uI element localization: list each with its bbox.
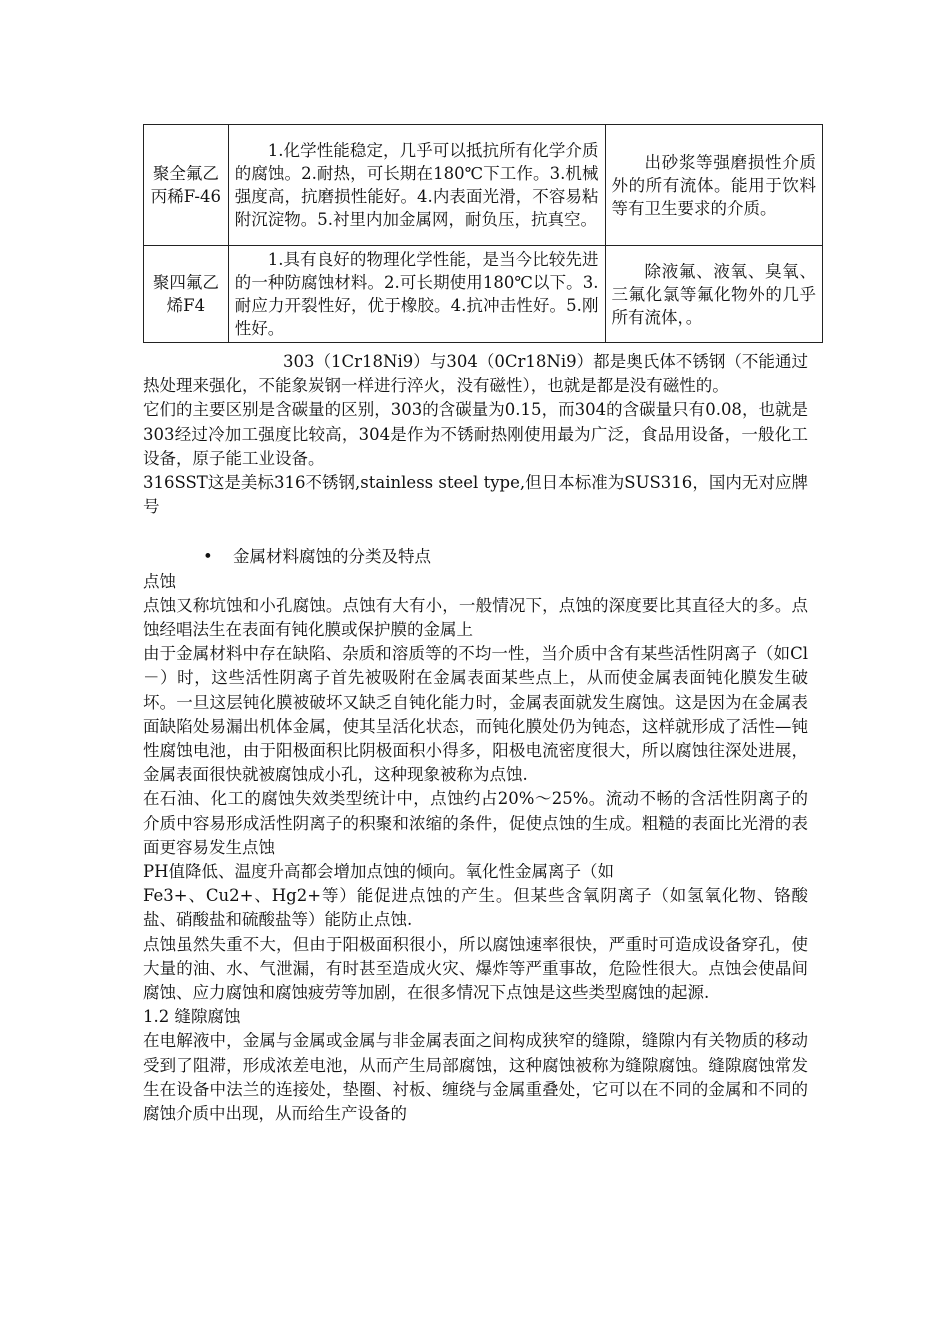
paragraph-pitting-mechanism: 由于金属材料中存在缺陷、杂质和溶质等的不均一性，当介质中含有某些活性阴离子（如Cl－）时，这些活性阴离子首先被吸附在金属表面某些点上，从而使金属表面钝化膜发生破坏。一旦这层钝化膜被破坏又缺乏自钝化能力时，金属表面就发生腐蚀。这是因为在金属表面缺陷处易漏出机体金属，使其呈活化状态，而钝化膜处仍为钝态，这样就形成了活性—钝性腐蚀电池，由于阳极面积比阴极面积小得多，阳极电流密度很大，所以腐蚀往深处进展，金属表面很快就被腐蚀成小孔，这种现象被称为点蚀. [143, 644, 808, 785]
paragraph-crevice-corrosion: 在电解液中，金属与金属或金属与非金属表面之间构成狭窄的缝隙，缝隙内有关物质的移动受到了阻滞，形成浓差电池，从而产生局部腐蚀，这种腐蚀被称为缝隙腐蚀。缝隙腐蚀常发生在设备中法兰的连接处，垫圈、衬板、缠绕与金属重叠处，它可以在不同的金属和不同的腐蚀介质中出现，从而给生产设备的 [143, 1031, 808, 1124]
heading-pitting: 点蚀 [143, 571, 176, 591]
paragraph-316sst: 316SST这是美标316不锈钢,stainless steel type,但日本标准为SUS316，国内无对应牌号 [143, 473, 808, 517]
paragraph-ions: Fe3+、Cu2+、Hg2+等）能促进点蚀的产生。但某些含氧阴离子（如氢氧化物、铬酸盐、硝酸盐和硫酸盐等）能防止点蚀. [143, 886, 808, 930]
material-media-cell: 除液氟、液氧、臭氧、三氟化氯等氟化物外的几乎所有流体，。 [605, 246, 823, 343]
table-row [144, 125, 823, 246]
material-name-cell: 聚全氟乙丙稀F-46 [144, 125, 229, 246]
document-body [143, 350, 808, 1126]
bullet-icon: • [203, 547, 213, 567]
material-media-cell: 出砂浆等强磨损性介质外的所有流体。能用于饮料等有卫生要求的介质。 [605, 125, 823, 246]
paragraph-carbon-content: 它们的主要区别是含碳量的区别，303的含碳量为0.15，而304的含碳量只有0.08，也就是303经过冷加工强度比较高，304是作为不锈耐热刚使用最为广泛，食品用设备，一般化工设备，原子能工业设备。 [143, 400, 808, 468]
paragraph-pitting-hazard: 点蚀虽然失重不大，但由于阳极面积很小，所以腐蚀速率很快，严重时可造成设备穿孔，使大量的油、水、气泄漏，有时甚至造成火灾、爆炸等严重事故，危险性很大。点蚀会使晶间腐蚀、应力腐蚀和腐蚀疲劳等加剧，在很多情况下点蚀是这些类型腐蚀的起源. [143, 934, 808, 1003]
material-properties-cell: 1.具有良好的物理化学性能，是当今比较先进的一种防腐蚀材料。2.可长期使用180℃以下。3.耐应力开裂性好，优于橡胶。4.抗冲击性好。5.刚性好。 [228, 246, 605, 343]
material-name-cell: 聚四氟乙烯F4 [144, 246, 229, 343]
table-row [144, 246, 823, 343]
material-properties-cell: 1.化学性能稳定，几乎可以抵抗所有化学介质的腐蚀。2.耐热，可长期在180℃下工作。3.机械强度高，抗磨损性能好。4.内表面光滑，不容易粘附沉淀物。5.衬里内加金属网，耐负压，抗真空。 [228, 125, 605, 246]
paragraph-pitting-definition: 点蚀又称坑蚀和小孔腐蚀。点蚀有大有小，一般情况下，点蚀的深度要比其直径大的多。点蚀经唱法生在表面有钝化膜或保护膜的金属上 [143, 595, 808, 640]
paragraph-pitting-statistics: 在石油、化工的腐蚀失效类型统计中，点蚀约占20%～25%。流动不畅的含活性阴离子的介质中容易形成活性阴离子的积聚和浓缩的条件，促使点蚀的生成。粗糙的表面比光滑的表面更容易发生点蚀 [143, 789, 808, 857]
paragraph-ph-line: PH值降低、温度升高都会增加点蚀的倾向。氧化性金属离子（如 [143, 862, 614, 882]
bullet-text: 金属材料腐蚀的分类及特点 [233, 547, 431, 567]
paragraph-303-304: 303（1Cr18Ni9）与304（0Cr18Ni9）都是奥氏体不锈钢（不能通过热处理来强化，不能象炭钢一样进行淬火，没有磁性），也就是都是没有磁性的。 [143, 352, 808, 396]
bullet-item [143, 545, 808, 569]
materials-table [143, 124, 823, 343]
heading-crevice-corrosion: 1.2 缝隙腐蚀 [143, 1007, 241, 1027]
